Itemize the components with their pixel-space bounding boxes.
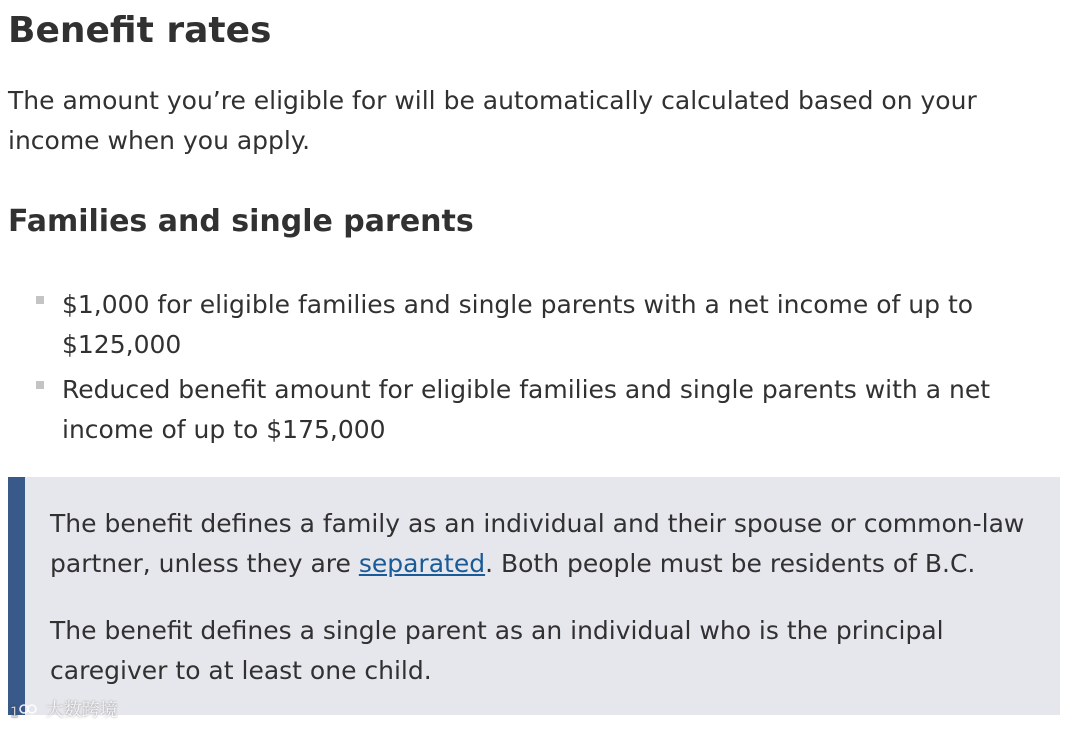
definition-callout	[8, 477, 1060, 715]
family-definition-text: The benefit defines a family as an individual and their spouse or common-law partner, unless they are	[50, 509, 1025, 578]
list-item-text: Reduced benefit amount for eligible families and single parents with a net income of up to $175,000	[62, 375, 991, 444]
page-title: Benefit rates	[8, 10, 272, 51]
list-item	[36, 285, 1016, 365]
single-parent-definition: The benefit defines a single parent as an individual who is the principal caregiver to at least one child.	[50, 616, 944, 685]
list-item-text: $1,000 for eligible families and single parents with a net income of up to $125,000	[62, 290, 974, 359]
benefit-rates-list	[36, 285, 1016, 455]
list-item	[36, 370, 1016, 450]
watermark-logo-icon	[10, 701, 40, 721]
families-heading: Families and single parents	[8, 204, 474, 239]
square-bullet-icon	[36, 296, 44, 304]
watermark	[10, 698, 118, 724]
square-bullet-icon	[36, 381, 44, 389]
family-definition	[50, 504, 1050, 584]
watermark-text: 大数跨境	[45, 700, 118, 721]
family-definition-text-end: . Both people must be residents of B.C.	[485, 549, 976, 578]
separated-link[interactable]: separated	[358, 549, 486, 578]
intro-paragraph: The amount you’re eligible for will be automatically calculated based on your income when you apply.	[8, 86, 977, 155]
svg-text:1: 1	[10, 705, 19, 721]
